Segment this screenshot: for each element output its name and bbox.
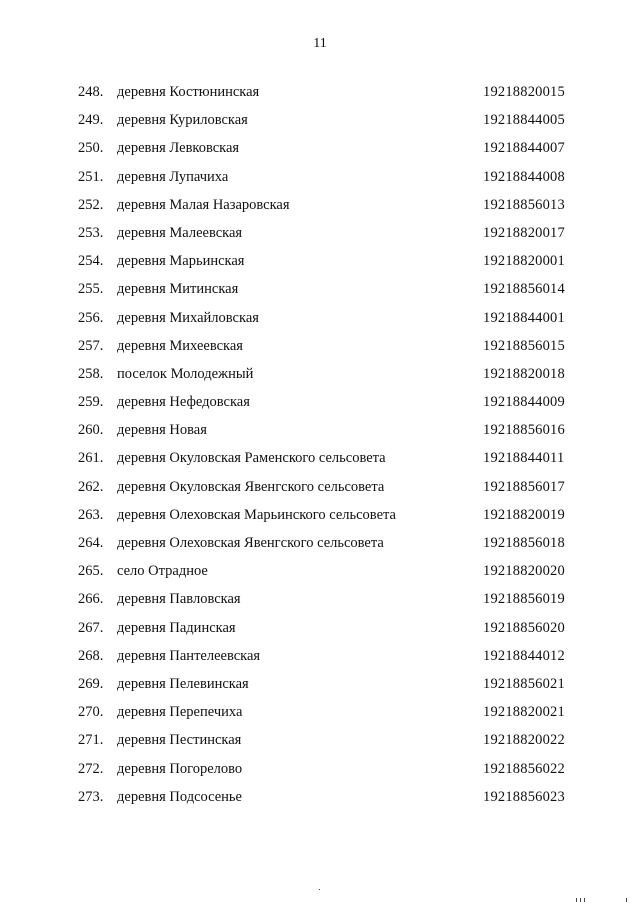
settlement-name: деревня Левковская [117,140,240,157]
settlement-name: деревня Пантелеевская [117,647,261,664]
list-item [0,562,640,590]
entry-number: 253. [78,224,104,241]
settlement-name: деревня Подсосенье [117,788,242,805]
scan-speck [580,898,581,902]
scan-speck [626,898,627,902]
list-item [0,252,640,280]
scan-speck [584,898,585,902]
list-item [0,788,640,816]
settlement-name: село Отрадное [117,563,208,580]
list-item [0,590,640,618]
list-item [0,506,640,534]
settlement-name: деревня Олеховская Марьинского сельсовета [117,506,396,523]
entry-number: 265. [78,563,104,580]
settlement-name: деревня Новая [117,422,207,439]
entry-number: 249. [78,112,104,129]
settlement-name: деревня Митинская [117,281,239,298]
list-item [0,478,640,506]
list-item [0,449,640,477]
list-item [0,393,640,421]
list-item [0,309,640,337]
settlement-code: 19218856021 [483,675,565,692]
scan-speck [576,898,577,902]
entry-number: 262. [78,478,104,495]
list-item [0,83,640,111]
scan-speck [319,889,320,890]
settlement-code: 19218856016 [483,422,565,439]
entry-number: 264. [78,535,104,551]
list-item [0,731,640,759]
settlement-name: деревня Лупачиха [117,168,229,185]
settlement-name: деревня Михайловская [117,309,259,326]
list-item [0,760,640,788]
entry-number: 266. [78,591,104,608]
settlement-code: 19218844012 [483,647,565,664]
list-item [0,675,640,703]
settlement-name: деревня Окуловская Явенгского сельсовета [117,478,385,495]
settlement-name: деревня Окуловская Раменского сельсовета [117,450,386,467]
settlement-code: 19218820001 [483,253,565,270]
settlement-name: деревня Олеховская Явенгского сельсовета [117,535,384,551]
entry-number: 259. [78,394,104,411]
settlement-name: деревня Нефедовская [117,394,250,411]
settlement-code: 19218844008 [483,168,565,185]
entry-number: 252. [78,196,104,213]
entry-number: 267. [78,619,104,636]
entry-number: 261. [78,450,104,467]
settlement-code: 19218856019 [483,591,565,608]
list-item [0,619,640,647]
settlement-name: деревня Пелевинская [117,675,249,692]
entry-number: 256. [78,309,104,326]
entry-number: 257. [78,337,104,354]
list-item [0,168,640,196]
settlement-code: 19218820015 [483,84,565,100]
entry-number: 258. [78,365,104,382]
entry-number: 273. [78,788,104,805]
settlement-code: 19218820022 [483,732,565,749]
settlement-code: 19218844001 [483,309,565,326]
settlement-name: деревня Куриловская [117,112,248,129]
settlement-code: 19218856015 [483,337,565,354]
list-item [0,196,640,224]
settlement-code: 19218820018 [483,365,565,382]
entry-number: 250. [78,140,104,157]
entry-number: 263. [78,506,104,523]
settlement-code: 19218856020 [483,619,565,636]
list-item [0,111,640,139]
entry-number: 272. [78,760,104,777]
entry-number: 268. [78,647,104,664]
settlement-name: деревня Михеевская [117,337,243,354]
settlement-name: деревня Марьинская [117,253,245,270]
settlement-code: 19218844011 [483,450,565,467]
entry-number: 260. [78,422,104,439]
settlement-code: 19218844009 [483,394,565,411]
settlement-code: 19218856013 [483,196,565,213]
settlement-name: деревня Малая Назаровская [117,196,290,213]
settlement-name: деревня Малеевская [117,224,243,241]
settlement-name: деревня Погорелово [117,760,243,777]
settlement-code: 19218820020 [483,563,565,580]
settlement-code: 19218820017 [483,224,565,241]
list-item [0,703,640,731]
settlement-name: деревня Перепечиха [117,704,243,721]
settlement-name: деревня Падинская [117,619,236,636]
entry-number: 271. [78,732,104,749]
entry-number: 255. [78,281,104,298]
entry-number: 251. [78,168,104,185]
settlement-name: деревня Костюнинская [117,84,260,100]
settlement-code: 19218820019 [483,506,565,523]
settlement-list [0,83,640,816]
settlement-name: поселок Молодежный [117,365,254,382]
list-item [0,534,640,562]
entry-number: 254. [78,253,104,270]
page-number: 11 [313,36,327,51]
settlement-code: 19218844005 [483,112,565,129]
list-item [0,365,640,393]
settlement-name: деревня Павловская [117,591,241,608]
list-item [0,337,640,365]
settlement-code: 19218856017 [483,478,565,495]
settlement-code: 19218856014 [483,281,565,298]
list-item [0,280,640,308]
settlement-name: деревня Пестинская [117,732,242,749]
settlement-code: 19218856018 [483,535,565,551]
entry-number: 248. [78,84,104,100]
list-item [0,139,640,167]
settlement-code: 19218856022 [483,760,565,777]
entry-number: 270. [78,704,104,721]
settlement-code: 19218856023 [483,788,565,805]
settlement-code: 19218820021 [483,704,565,721]
entry-number: 269. [78,675,104,692]
list-item [0,224,640,252]
list-item [0,647,640,675]
list-item [0,421,640,449]
settlement-code: 19218844007 [483,140,565,157]
